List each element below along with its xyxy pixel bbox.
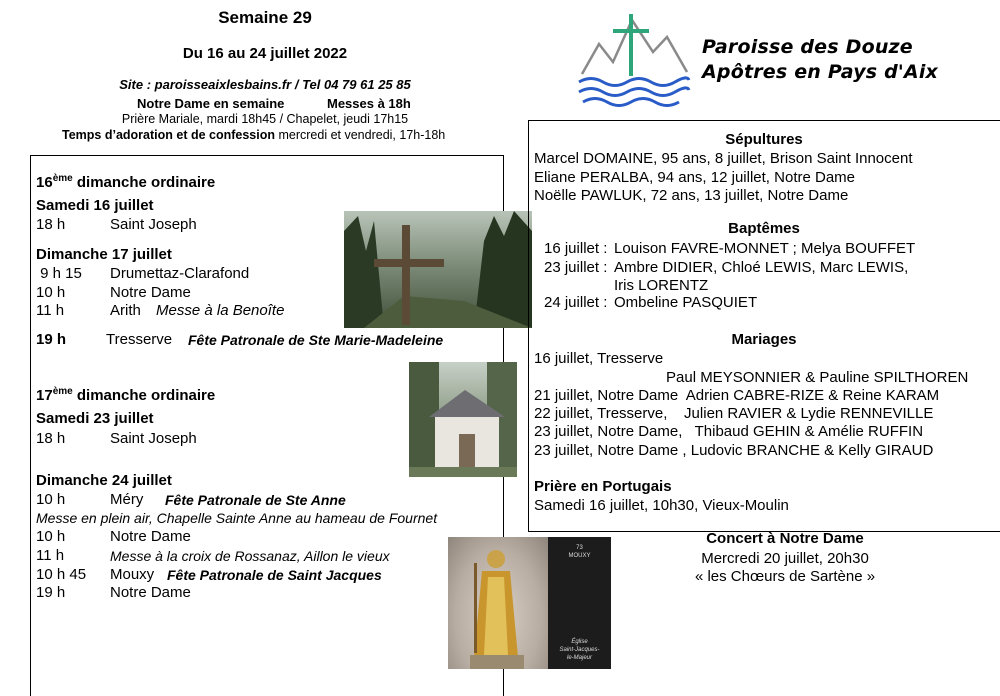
sun24-place-2: Messe à la croix de Rossanaz, Aillon le vieux — [110, 548, 390, 564]
cross-photo-icon — [344, 211, 532, 328]
wedding-line1: 16 juillet, Tresserve — [534, 350, 664, 367]
weekday-mass: Messes à 18h — [327, 96, 411, 111]
sun17-evening-place: Tresserve — [106, 331, 173, 348]
baptism-date-3: 24 juillet : — [544, 294, 608, 311]
statue-caption-3: le-Majeur — [566, 655, 592, 661]
week-title: Semaine 29 — [218, 8, 312, 27]
sun24-time-2: 11 h — [36, 547, 65, 564]
sun17-place-0: Drumettaz-Clarafond — [110, 265, 250, 282]
cross-photo — [344, 211, 532, 328]
sun17-evening-time: 19 h — [36, 331, 67, 348]
sun24-mouxy-feast: Fête Patronale de Saint Jacques — [167, 567, 382, 583]
concert-what: « les Chœurs de Sartène » — [694, 568, 876, 585]
sun24-first-place: Méry — [110, 491, 144, 508]
prayer-line: Prière Mariale, mardi 18h45 / Chapelet, jeudi 17h15 — [121, 112, 409, 126]
adoration-line — [62, 128, 445, 142]
sat23-title: Samedi 23 juillet — [36, 410, 154, 427]
funeral-item-2: Noëlle PAWLUK, 72 ans, 13 juillet, Notre Dame — [534, 187, 849, 204]
sat23-time: 18 h — [36, 430, 66, 447]
statue-caption-1: Église — [571, 639, 588, 645]
sunday16-heading: 16ème dimanche ordinaire — [36, 173, 216, 191]
sun24-place-1: Notre Dame — [110, 528, 191, 545]
sunday17-heading: 17ème dimanche ordinaire — [36, 386, 216, 404]
wedding-item-1: 22 juillet, Tresserve, Julien RAVIER & Lydie RENNEVILLE — [534, 405, 934, 422]
funeral-item-0: Marcel DOMAINE, 95 ans, 8 juillet, Brison Saint Innocent — [534, 150, 913, 167]
sun17-time-0: 9 h 15 — [36, 265, 82, 282]
sun17-time-1: 10 h — [36, 284, 66, 301]
baptism-date-0: 16 juillet : — [544, 240, 608, 257]
wedding-item-0: 21 juillet, Notre Dame Adrien CABRE-RIZE & Reine KARAM — [534, 387, 940, 404]
adoration-label: Temps d’adoration et de confession — [62, 128, 275, 142]
sun24-first-time: 10 h — [36, 491, 66, 508]
baptism-names-2: Iris LORENTZ — [614, 277, 709, 294]
sun17-place-1: Notre Dame — [110, 284, 191, 301]
statue-panel-top: 73 MOUXY — [568, 545, 591, 559]
sun17-time-2: 11 h — [36, 302, 65, 319]
chapel-photo — [409, 362, 517, 477]
baptism-date-1: 23 juillet : — [544, 259, 608, 276]
logo-line1: Paroisse des Douze — [702, 36, 913, 58]
statue-caption-2: Saint-Jacques- — [559, 647, 600, 653]
funerals-title: Sépultures — [725, 131, 803, 148]
sun24-first-feast: Fête Patronale de Ste Anne — [165, 492, 346, 508]
sun17-title: Dimanche 17 juillet — [36, 246, 172, 263]
sun24-mouxy-place: Mouxy — [110, 566, 155, 583]
sun24-first-note: Messe en plein air, Chapelle Sainte Anne au hameau de Fournet — [36, 510, 438, 526]
concert-title: Concert à Notre Dame — [706, 530, 864, 547]
site-contact: Site : paroisseaixlesbains.fr / Tel 04 79 61 25 85 — [119, 77, 411, 92]
funeral-item-1: Eliane PERALBA, 94 ans, 12 juillet, Notre Dame — [534, 169, 855, 186]
mountain-icon — [582, 20, 687, 74]
adoration-when: mercredi et vendredi, 17h-18h — [278, 128, 446, 142]
sun24-last-time: 19 h — [36, 584, 66, 601]
concert-when: Mercredi 20 juillet, 20h30 — [701, 550, 869, 567]
sun24-last-place: Notre Dame — [110, 584, 191, 601]
portuguese-text: Samedi 16 juillet, 10h30, Vieux-Moulin — [534, 497, 789, 514]
sun17-evening-feast: Fête Patronale de Ste Marie-Madeleine — [188, 332, 444, 348]
sat16-time: 18 h — [36, 216, 66, 233]
date-range: Du 16 au 24 juillet 2022 — [182, 45, 348, 62]
baptism-names-3: Ombeline PASQUIET — [614, 294, 758, 311]
saint-statue-icon — [448, 537, 548, 669]
sun24-mouxy-time: 10 h 45 — [36, 566, 87, 583]
weddings-title: Mariages — [731, 331, 797, 348]
logo-mark-icon — [577, 12, 692, 112]
wave-icon — [579, 78, 689, 86]
parish-logo — [577, 12, 692, 112]
logo-line2: Apôtres en Pays d'Aix — [702, 61, 938, 83]
sat16-place: Saint Joseph — [110, 216, 197, 233]
sun24-time-1: 10 h — [36, 528, 66, 545]
sun17-place-2: Arith — [110, 302, 141, 319]
wedding-line2: Paul MEYSONNIER & Pauline SPILTHOREN — [666, 369, 969, 386]
statue-panel — [448, 537, 611, 669]
statue-photo — [448, 537, 548, 669]
cross-icon — [629, 14, 633, 76]
chapel-icon — [409, 362, 517, 477]
baptism-names-0: Louison FAVRE-MONNET ; Melya BOUFFET — [614, 240, 916, 257]
weekday-title: Notre Dame en semaine — [137, 96, 285, 111]
sun17-note-2: Messe à la Benoîte — [156, 302, 285, 319]
sun24-title: Dimanche 24 juillet — [36, 472, 172, 489]
sat23-place: Saint Joseph — [110, 430, 197, 447]
baptism-names-1: Ambre DIDIER, Chloé LEWIS, Marc LEWIS, — [614, 259, 909, 276]
wedding-item-2: 23 juillet, Notre Dame, Thibaud GEHIN & Amélie RUFFIN — [534, 423, 924, 440]
sat16-title: Samedi 16 juillet — [36, 197, 154, 214]
portuguese-title: Prière en Portugais — [534, 478, 672, 495]
baptisms-title: Baptêmes — [728, 220, 800, 237]
wedding-item-3: 23 juillet, Notre Dame , Ludovic BRANCHE & Kelly GIRAUD — [534, 442, 934, 459]
